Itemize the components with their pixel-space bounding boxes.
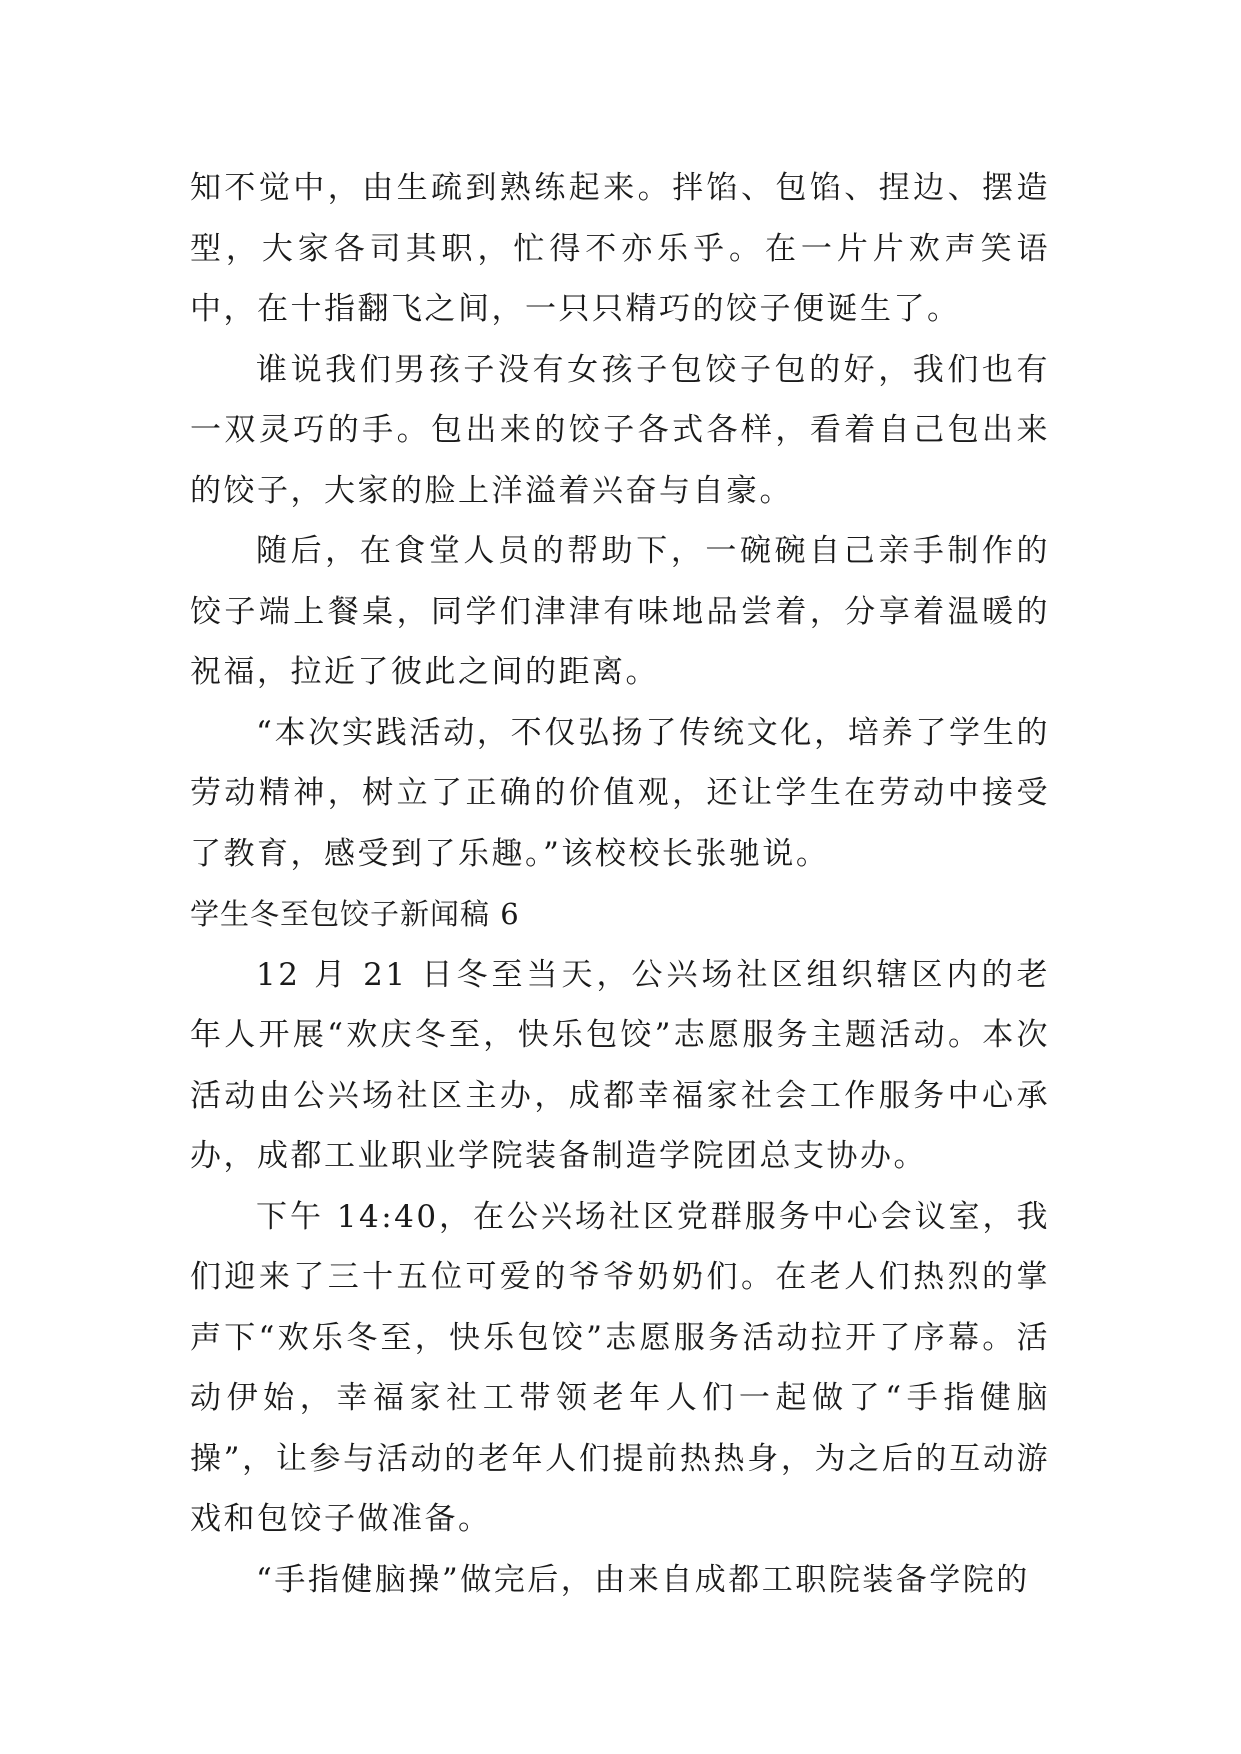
section-title: 学生冬至包饺子新闻稿 6 bbox=[190, 897, 520, 931]
paragraph: 下午 14:40，在公兴场社区党群服务中心会议室，我们迎来了三十五位可爱的爷爷奶奶们。在老人们热烈的掌声下“欢乐冬至，快乐包饺”志愿服务活动拉开了序幕。活动伊始，幸福家社工带领老年人们一起做了“手指健脑操”，让参与活动的老年人们提前热热身，为之后的互动游戏和包饺子做准备。 bbox=[190, 1198, 1050, 1537]
paragraph: “本次实践活动，不仅弘扬了传统文化，培养了学生的劳动精神，树立了正确的价值观，还让学生在劳动中接受了教育，感受到了乐趣。”该校校长张驰说。 bbox=[190, 714, 1050, 872]
paragraph: 谁说我们男孩子没有女孩子包饺子包的好，我们也有一双灵巧的手。包出来的饺子各式各样，看着自己包出来的饺子，大家的脸上洋溢着兴奋与自豪。 bbox=[190, 351, 1050, 509]
paragraph: 12 月 21 日冬至当天，公兴场社区组织辖区内的老年人开展“欢庆冬至，快乐包饺”志愿服务主题活动。本次活动由公兴场社区主办，成都幸福家社会工作服务中心承办，成都工业职业学院装备制造学院团总支协办。 bbox=[190, 956, 1050, 1174]
paragraph: “手指健脑操”做完后，由来自成都工职院装备学院的 bbox=[256, 1561, 1030, 1598]
document-body bbox=[190, 158, 1050, 1610]
paragraph: 随后，在食堂人员的帮助下，一碗碗自己亲手制作的饺子端上餐桌，同学们津津有味地品尝着，分享着温暖的祝福，拉近了彼此之间的距离。 bbox=[190, 533, 1050, 690]
paragraph: 知不觉中，由生疏到熟练起来。拌馅、包馅、捏边、摆造型，大家各司其职，忙得不亦乐乎。在一片片欢声笑语中，在十指翻飞之间，一只只精巧的饺子便诞生了。 bbox=[190, 170, 1050, 327]
